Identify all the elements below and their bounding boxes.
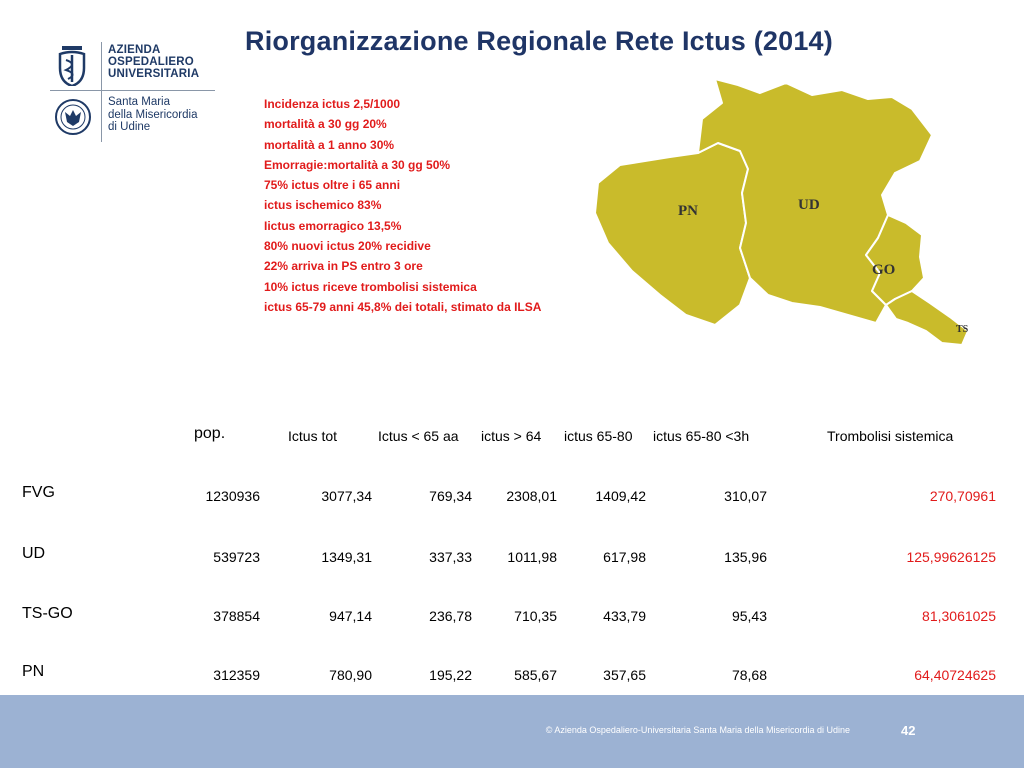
fact-item: Emorragie:mortalità a 30 gg 50% bbox=[264, 157, 451, 172]
cell-ictus-gt64: 1011,98 bbox=[507, 549, 557, 565]
fact-item: Iictus emorragico 13,5% bbox=[264, 218, 402, 233]
cell-ictus-tot: 780,90 bbox=[329, 667, 372, 683]
fact-item: 10% ictus riceve trombolisi sistemica bbox=[264, 279, 477, 294]
eagle-seal-icon bbox=[54, 98, 92, 136]
page-title: Riorganizzazione Regionale Rete Ictus (2014) bbox=[245, 26, 833, 56]
cell-ictus-65-80-3h: 135,96 bbox=[724, 549, 767, 565]
footer-copyright: © Azienda Ospedaliero-Universitaria Santa Maria della Misericordia di Udine bbox=[545, 725, 850, 735]
caduceus-emblem-icon bbox=[54, 46, 90, 86]
region-map bbox=[590, 73, 1000, 353]
header-ictus-lt65: Ictus < 65 aa bbox=[378, 428, 459, 444]
cell-ictus-lt65: 769,34 bbox=[429, 488, 472, 504]
fact-item: mortalità a 1 anno 30% bbox=[264, 137, 395, 152]
facts-list bbox=[264, 97, 541, 320]
fact-item: mortalità a 30 gg 20% bbox=[264, 117, 387, 132]
header-pop: pop. bbox=[194, 425, 226, 442]
header-trombolisi: Trombolisi sistemica bbox=[827, 428, 954, 444]
cell-trombolisi: 64,40724625 bbox=[914, 667, 996, 683]
cell-pop: 378854 bbox=[213, 608, 260, 624]
cell-trombolisi: 125,99626125 bbox=[906, 549, 996, 565]
cell-trombolisi: 270,70961 bbox=[929, 488, 996, 504]
cell-ictus-lt65: 195,22 bbox=[429, 667, 472, 683]
cell-pop: 539723 bbox=[213, 549, 260, 565]
fact-item: ictus 65-79 anni 45,8% dei totali, stimato da ILSA bbox=[264, 299, 542, 314]
fact-item: 22% arriva in PS entro 3 ore bbox=[264, 259, 423, 274]
cell-ictus-65-80: 433,79 bbox=[603, 608, 646, 624]
header-ictus-65-80-3h: ictus 65-80 <3h bbox=[653, 428, 750, 444]
fact-item: ictus ischemico 83% bbox=[264, 198, 382, 213]
fact-item: 75% ictus oltre i 65 anni bbox=[264, 178, 401, 193]
row-label-fvg: FVG bbox=[22, 484, 55, 501]
cell-ictus-65-80: 1409,42 bbox=[595, 488, 646, 504]
cell-ictus-lt65: 337,33 bbox=[429, 549, 472, 565]
map-region-ts bbox=[886, 291, 968, 345]
row-label-ud: UD bbox=[22, 545, 46, 562]
cell-ictus-tot: 3077,34 bbox=[321, 488, 372, 504]
cell-ictus-tot: 1349,31 bbox=[321, 549, 372, 565]
map-label-pn: PN bbox=[678, 203, 698, 219]
logo-text-azienda: AZIENDA OSPEDALIERO UNIVERSITARIA bbox=[108, 44, 200, 80]
page-number: 42 bbox=[901, 723, 916, 738]
header-ictus-65-80: ictus 65-80 bbox=[564, 428, 633, 444]
map-label-go: GO bbox=[872, 262, 896, 278]
cell-ictus-gt64: 585,67 bbox=[514, 667, 557, 683]
hospital-logo bbox=[50, 40, 220, 145]
footer-bar bbox=[0, 695, 1024, 768]
cell-ictus-tot: 947,14 bbox=[329, 608, 372, 624]
cell-pop: 312359 bbox=[213, 667, 260, 683]
map-region-pn bbox=[595, 143, 750, 325]
cell-ictus-gt64: 710,35 bbox=[514, 608, 557, 624]
cell-ictus-65-80-3h: 78,68 bbox=[731, 667, 767, 683]
map-label-ts: TS bbox=[956, 324, 969, 335]
cell-ictus-lt65: 236,78 bbox=[429, 608, 472, 624]
cell-ictus-65-80-3h: 95,43 bbox=[731, 608, 767, 624]
header-ictus-tot: Ictus tot bbox=[288, 428, 338, 444]
cell-ictus-65-80: 357,65 bbox=[603, 667, 646, 683]
fact-item: Incidenza ictus 2,5/1000 bbox=[264, 97, 401, 111]
map-label-ud: UD bbox=[798, 197, 820, 213]
row-label-ts-go: TS-GO bbox=[22, 605, 73, 622]
fact-item: 80% nuovi ictus 20% recidive bbox=[264, 239, 431, 254]
cell-pop: 1230936 bbox=[205, 488, 260, 504]
cell-trombolisi: 81,3061025 bbox=[922, 608, 996, 624]
row-label-pn: PN bbox=[22, 663, 45, 680]
cell-ictus-65-80-3h: 310,07 bbox=[724, 488, 767, 504]
logo-divider-vertical bbox=[101, 42, 102, 142]
logo-divider-horizontal bbox=[50, 90, 215, 91]
cell-ictus-65-80: 617,98 bbox=[603, 549, 646, 565]
logo-text-santa-maria: Santa Maria della Misericordia di Udine bbox=[108, 96, 198, 133]
header-ictus-gt64: ictus > 64 bbox=[481, 428, 542, 444]
cell-ictus-gt64: 2308,01 bbox=[506, 488, 557, 504]
